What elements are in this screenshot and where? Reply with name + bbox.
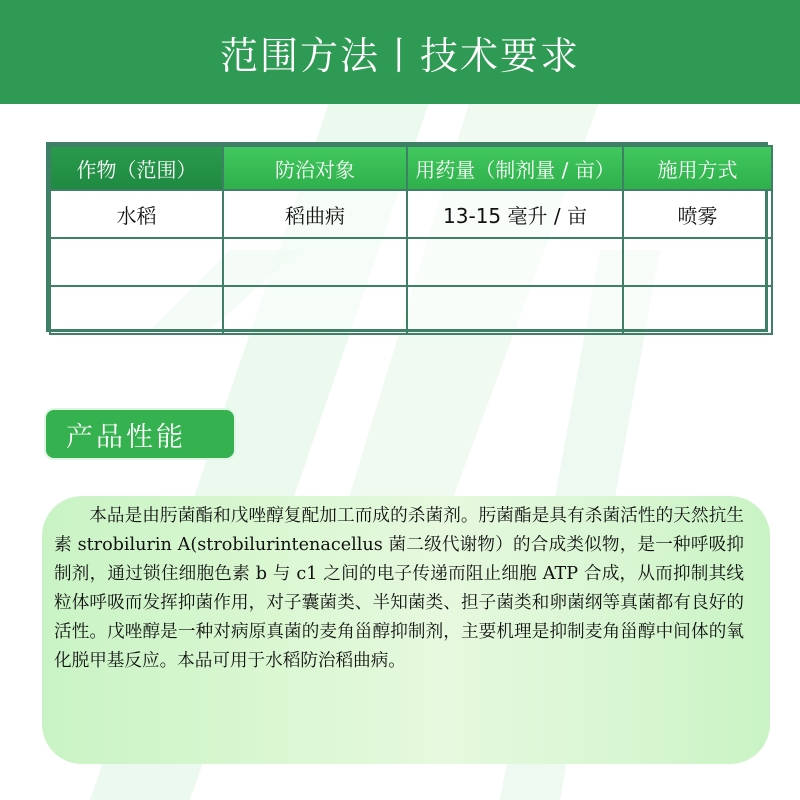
header-banner [0, 0, 800, 104]
cell-dosage [407, 238, 623, 286]
cell-dosage [407, 286, 623, 334]
cell-crop [50, 286, 223, 334]
cell-crop: 水稻 [50, 190, 223, 238]
cell-target: 稻曲病 [223, 190, 407, 238]
cell-method [623, 238, 772, 286]
section-heading [46, 410, 234, 458]
description-text: 本品是由肟菌酯和戊唑醇复配加工而成的杀菌剂。肟菌酯是具有杀菌活性的天然抗生素 strobilurin A(strobilurintenacellus 菌二级代谢物）的合成类似物，是一种呼吸抑制剂，通过锁住细胞色素 b 与 c1 之间的电子传递而阻止细胞 ATP 合成，从而抑制其线粒体呼吸而发挥抑菌作用，对子囊菌类、半知菌类、担子菌类和卵菌纲等真菌都有良好的活性。戊唑醇是一种对病原真菌的麦角甾醇抑制剂，主要机理是抑制麦角甾醇中间体的氧化脱甲基反应。本品可用于水稻防治稻曲病。 [54, 506, 744, 671]
page-title: 范围方法丨技术要求 [219, 33, 580, 78]
cell-target [223, 238, 407, 286]
header-target: 防治对象 [223, 146, 407, 190]
description-box [42, 496, 770, 764]
header-method: 施用方式 [623, 146, 772, 190]
cell-crop [50, 238, 223, 286]
header-crop: 作物（范围） [50, 146, 223, 190]
table-row [50, 190, 772, 238]
table-row [50, 238, 772, 286]
table-header-row [50, 146, 772, 190]
cell-method: 喷雾 [623, 190, 772, 238]
usage-table [46, 142, 768, 332]
header-dosage: 用药量（制剂量 / 亩） [407, 146, 623, 190]
table-row [50, 286, 772, 334]
cell-method [623, 286, 772, 334]
section-title: 产品性能 [66, 421, 186, 453]
cell-target [223, 286, 407, 334]
cell-dosage: 13-15 毫升 / 亩 [407, 190, 623, 238]
